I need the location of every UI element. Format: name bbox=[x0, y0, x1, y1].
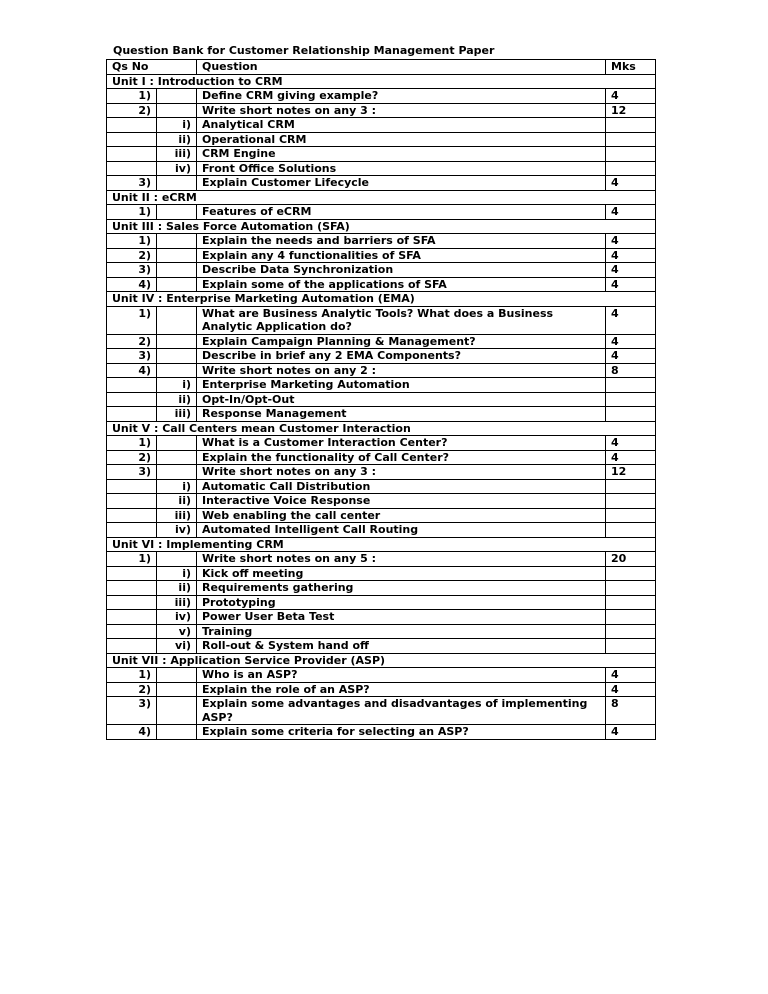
header-qs-no: Qs No bbox=[107, 60, 197, 75]
question-row bbox=[107, 248, 656, 263]
question-row bbox=[107, 176, 656, 191]
question-marks bbox=[606, 392, 656, 407]
sub-question-number: vi) bbox=[157, 639, 197, 654]
question-marks: 4 bbox=[606, 176, 656, 191]
question-marks bbox=[606, 595, 656, 610]
question-number bbox=[107, 566, 157, 581]
question-text: Automated Intelligent Call Routing bbox=[197, 523, 606, 538]
sub-question-number bbox=[157, 363, 197, 378]
question-marks bbox=[606, 132, 656, 147]
unit-heading-row bbox=[107, 292, 656, 307]
question-text: What is a Customer Interaction Center? bbox=[197, 436, 606, 451]
question-row bbox=[107, 161, 656, 176]
question-text: Features of eCRM bbox=[197, 205, 606, 220]
question-text: Explain Campaign Planning & Management? bbox=[197, 334, 606, 349]
sub-question-number: iv) bbox=[157, 610, 197, 625]
question-number: 4) bbox=[107, 725, 157, 740]
question-marks bbox=[606, 508, 656, 523]
question-number bbox=[107, 392, 157, 407]
question-marks bbox=[606, 479, 656, 494]
question-marks bbox=[606, 610, 656, 625]
question-number bbox=[107, 624, 157, 639]
question-marks bbox=[606, 639, 656, 654]
sub-question-number bbox=[157, 263, 197, 278]
question-number: 3) bbox=[107, 349, 157, 364]
question-row bbox=[107, 118, 656, 133]
question-marks bbox=[606, 118, 656, 133]
question-row bbox=[107, 132, 656, 147]
question-number: 2) bbox=[107, 682, 157, 697]
sub-question-number: ii) bbox=[157, 581, 197, 596]
question-number bbox=[107, 147, 157, 162]
unit-heading: Unit II : eCRM bbox=[107, 190, 656, 205]
question-marks: 4 bbox=[606, 450, 656, 465]
question-text: Write short notes on any 2 : bbox=[197, 363, 606, 378]
question-number bbox=[107, 161, 157, 176]
question-row bbox=[107, 465, 656, 480]
unit-heading-row bbox=[107, 74, 656, 89]
question-row bbox=[107, 668, 656, 683]
sub-question-number bbox=[157, 248, 197, 263]
question-row bbox=[107, 479, 656, 494]
page-title: Question Bank for Customer Relationship Management Paper bbox=[113, 44, 495, 57]
question-row bbox=[107, 494, 656, 509]
question-text: Enterprise Marketing Automation bbox=[197, 378, 606, 393]
sub-question-number bbox=[157, 176, 197, 191]
question-row bbox=[107, 263, 656, 278]
question-text: Roll-out & System hand off bbox=[197, 639, 606, 654]
question-number: 3) bbox=[107, 263, 157, 278]
sub-question-number: iv) bbox=[157, 523, 197, 538]
sub-question-number bbox=[157, 205, 197, 220]
question-text: Requirements gathering bbox=[197, 581, 606, 596]
question-marks: 12 bbox=[606, 103, 656, 118]
question-number bbox=[107, 479, 157, 494]
question-marks: 4 bbox=[606, 306, 656, 334]
question-number: 1) bbox=[107, 89, 157, 104]
question-text: Describe in brief any 2 EMA Components? bbox=[197, 349, 606, 364]
question-text: Explain some advantages and disadvantages of implementing ASP? bbox=[197, 697, 606, 725]
question-number: 3) bbox=[107, 176, 157, 191]
question-number: 1) bbox=[107, 552, 157, 567]
question-row bbox=[107, 205, 656, 220]
question-marks: 4 bbox=[606, 234, 656, 249]
question-row bbox=[107, 103, 656, 118]
header-question: Question bbox=[197, 60, 606, 75]
question-text: Opt-In/Opt-Out bbox=[197, 392, 606, 407]
question-number bbox=[107, 581, 157, 596]
question-marks: 4 bbox=[606, 334, 656, 349]
sub-question-number: iii) bbox=[157, 508, 197, 523]
question-number bbox=[107, 610, 157, 625]
unit-heading-row bbox=[107, 421, 656, 436]
question-bank-body bbox=[107, 60, 656, 740]
unit-heading-row bbox=[107, 653, 656, 668]
question-marks: 4 bbox=[606, 349, 656, 364]
question-marks: 12 bbox=[606, 465, 656, 480]
question-text: What are Business Analytic Tools? What does a Business Analytic Application do? bbox=[197, 306, 606, 334]
question-row bbox=[107, 407, 656, 422]
question-marks: 4 bbox=[606, 89, 656, 104]
question-text: Prototyping bbox=[197, 595, 606, 610]
question-text: Explain any 4 functionalities of SFA bbox=[197, 248, 606, 263]
question-row bbox=[107, 450, 656, 465]
question-marks: 4 bbox=[606, 436, 656, 451]
question-number bbox=[107, 407, 157, 422]
question-text: Kick off meeting bbox=[197, 566, 606, 581]
question-row bbox=[107, 682, 656, 697]
question-number: 2) bbox=[107, 450, 157, 465]
question-text: CRM Engine bbox=[197, 147, 606, 162]
question-text: Training bbox=[197, 624, 606, 639]
sub-question-number: iv) bbox=[157, 161, 197, 176]
sub-question-number bbox=[157, 234, 197, 249]
sub-question-number bbox=[157, 465, 197, 480]
question-text: Write short notes on any 3 : bbox=[197, 465, 606, 480]
question-row bbox=[107, 697, 656, 725]
question-text: Analytical CRM bbox=[197, 118, 606, 133]
sub-question-number bbox=[157, 668, 197, 683]
question-number: 2) bbox=[107, 248, 157, 263]
question-bank-table bbox=[106, 59, 656, 740]
sub-question-number bbox=[157, 306, 197, 334]
question-number bbox=[107, 595, 157, 610]
unit-heading: Unit IV : Enterprise Marketing Automation (EMA) bbox=[107, 292, 656, 307]
question-text: Interactive Voice Response bbox=[197, 494, 606, 509]
question-text: Who is an ASP? bbox=[197, 668, 606, 683]
question-row bbox=[107, 392, 656, 407]
question-text: Operational CRM bbox=[197, 132, 606, 147]
question-number: 1) bbox=[107, 436, 157, 451]
question-row bbox=[107, 277, 656, 292]
question-number bbox=[107, 639, 157, 654]
question-marks: 8 bbox=[606, 697, 656, 725]
sub-question-number bbox=[157, 682, 197, 697]
question-text: Describe Data Synchronization bbox=[197, 263, 606, 278]
unit-heading-row bbox=[107, 537, 656, 552]
question-row bbox=[107, 89, 656, 104]
sub-question-number bbox=[157, 725, 197, 740]
question-row bbox=[107, 349, 656, 364]
question-marks: 4 bbox=[606, 725, 656, 740]
question-marks bbox=[606, 566, 656, 581]
sub-question-number: i) bbox=[157, 566, 197, 581]
unit-heading-row bbox=[107, 190, 656, 205]
question-marks: 8 bbox=[606, 363, 656, 378]
question-text: Write short notes on any 3 : bbox=[197, 103, 606, 118]
question-marks bbox=[606, 407, 656, 422]
question-marks: 20 bbox=[606, 552, 656, 567]
question-number bbox=[107, 494, 157, 509]
sub-question-number bbox=[157, 450, 197, 465]
question-row bbox=[107, 523, 656, 538]
unit-heading: Unit I : Introduction to CRM bbox=[107, 74, 656, 89]
sub-question-number bbox=[157, 103, 197, 118]
question-marks bbox=[606, 494, 656, 509]
unit-heading-row bbox=[107, 219, 656, 234]
question-marks bbox=[606, 161, 656, 176]
sub-question-number: ii) bbox=[157, 392, 197, 407]
question-row bbox=[107, 378, 656, 393]
question-text: Response Management bbox=[197, 407, 606, 422]
question-text: Explain Customer Lifecycle bbox=[197, 176, 606, 191]
header-marks: Mks bbox=[606, 60, 656, 75]
sub-question-number: iii) bbox=[157, 595, 197, 610]
sub-question-number bbox=[157, 697, 197, 725]
question-text: Write short notes on any 5 : bbox=[197, 552, 606, 567]
question-row bbox=[107, 581, 656, 596]
question-text: Explain the functionality of Call Center? bbox=[197, 450, 606, 465]
sub-question-number bbox=[157, 89, 197, 104]
question-marks: 4 bbox=[606, 668, 656, 683]
sub-question-number: v) bbox=[157, 624, 197, 639]
question-number: 2) bbox=[107, 103, 157, 118]
question-row bbox=[107, 306, 656, 334]
question-row bbox=[107, 610, 656, 625]
question-marks: 4 bbox=[606, 263, 656, 278]
question-marks: 4 bbox=[606, 248, 656, 263]
question-number bbox=[107, 132, 157, 147]
question-marks: 4 bbox=[606, 205, 656, 220]
question-row bbox=[107, 624, 656, 639]
question-row bbox=[107, 508, 656, 523]
unit-heading: Unit III : Sales Force Automation (SFA) bbox=[107, 219, 656, 234]
question-number: 1) bbox=[107, 205, 157, 220]
question-text: Explain some criteria for selecting an ASP? bbox=[197, 725, 606, 740]
sub-question-number: ii) bbox=[157, 494, 197, 509]
sub-question-number: i) bbox=[157, 118, 197, 133]
question-number bbox=[107, 508, 157, 523]
question-number: 1) bbox=[107, 234, 157, 249]
sub-question-number bbox=[157, 334, 197, 349]
question-text: Explain some of the applications of SFA bbox=[197, 277, 606, 292]
sub-question-number: iii) bbox=[157, 407, 197, 422]
question-number: 4) bbox=[107, 277, 157, 292]
question-number bbox=[107, 378, 157, 393]
question-number: 2) bbox=[107, 334, 157, 349]
question-number bbox=[107, 118, 157, 133]
sub-question-number bbox=[157, 277, 197, 292]
question-row bbox=[107, 436, 656, 451]
unit-heading: Unit V : Call Centers mean Customer Interaction bbox=[107, 421, 656, 436]
question-text: Power User Beta Test bbox=[197, 610, 606, 625]
sub-question-number: ii) bbox=[157, 132, 197, 147]
unit-heading: Unit VII : Application Service Provider (ASP) bbox=[107, 653, 656, 668]
question-row bbox=[107, 363, 656, 378]
question-marks bbox=[606, 147, 656, 162]
question-number: 4) bbox=[107, 363, 157, 378]
question-row bbox=[107, 234, 656, 249]
question-number: 3) bbox=[107, 465, 157, 480]
question-row bbox=[107, 639, 656, 654]
unit-heading: Unit VI : Implementing CRM bbox=[107, 537, 656, 552]
question-row bbox=[107, 147, 656, 162]
question-text: Web enabling the call center bbox=[197, 508, 606, 523]
header-row bbox=[107, 60, 656, 75]
question-text: Front Office Solutions bbox=[197, 161, 606, 176]
question-row bbox=[107, 552, 656, 567]
question-marks bbox=[606, 581, 656, 596]
question-row bbox=[107, 334, 656, 349]
question-row bbox=[107, 595, 656, 610]
question-number: 3) bbox=[107, 697, 157, 725]
question-number bbox=[107, 523, 157, 538]
question-text: Automatic Call Distribution bbox=[197, 479, 606, 494]
question-text: Explain the needs and barriers of SFA bbox=[197, 234, 606, 249]
question-row bbox=[107, 566, 656, 581]
question-text: Explain the role of an ASP? bbox=[197, 682, 606, 697]
sub-question-number bbox=[157, 436, 197, 451]
sub-question-number: i) bbox=[157, 378, 197, 393]
sub-question-number bbox=[157, 552, 197, 567]
sub-question-number bbox=[157, 349, 197, 364]
question-marks bbox=[606, 378, 656, 393]
question-text: Define CRM giving example? bbox=[197, 89, 606, 104]
question-marks: 4 bbox=[606, 277, 656, 292]
question-row bbox=[107, 725, 656, 740]
question-number: 1) bbox=[107, 668, 157, 683]
question-marks bbox=[606, 523, 656, 538]
question-number: 1) bbox=[107, 306, 157, 334]
sub-question-number: i) bbox=[157, 479, 197, 494]
question-marks: 4 bbox=[606, 682, 656, 697]
question-marks bbox=[606, 624, 656, 639]
sub-question-number: iii) bbox=[157, 147, 197, 162]
